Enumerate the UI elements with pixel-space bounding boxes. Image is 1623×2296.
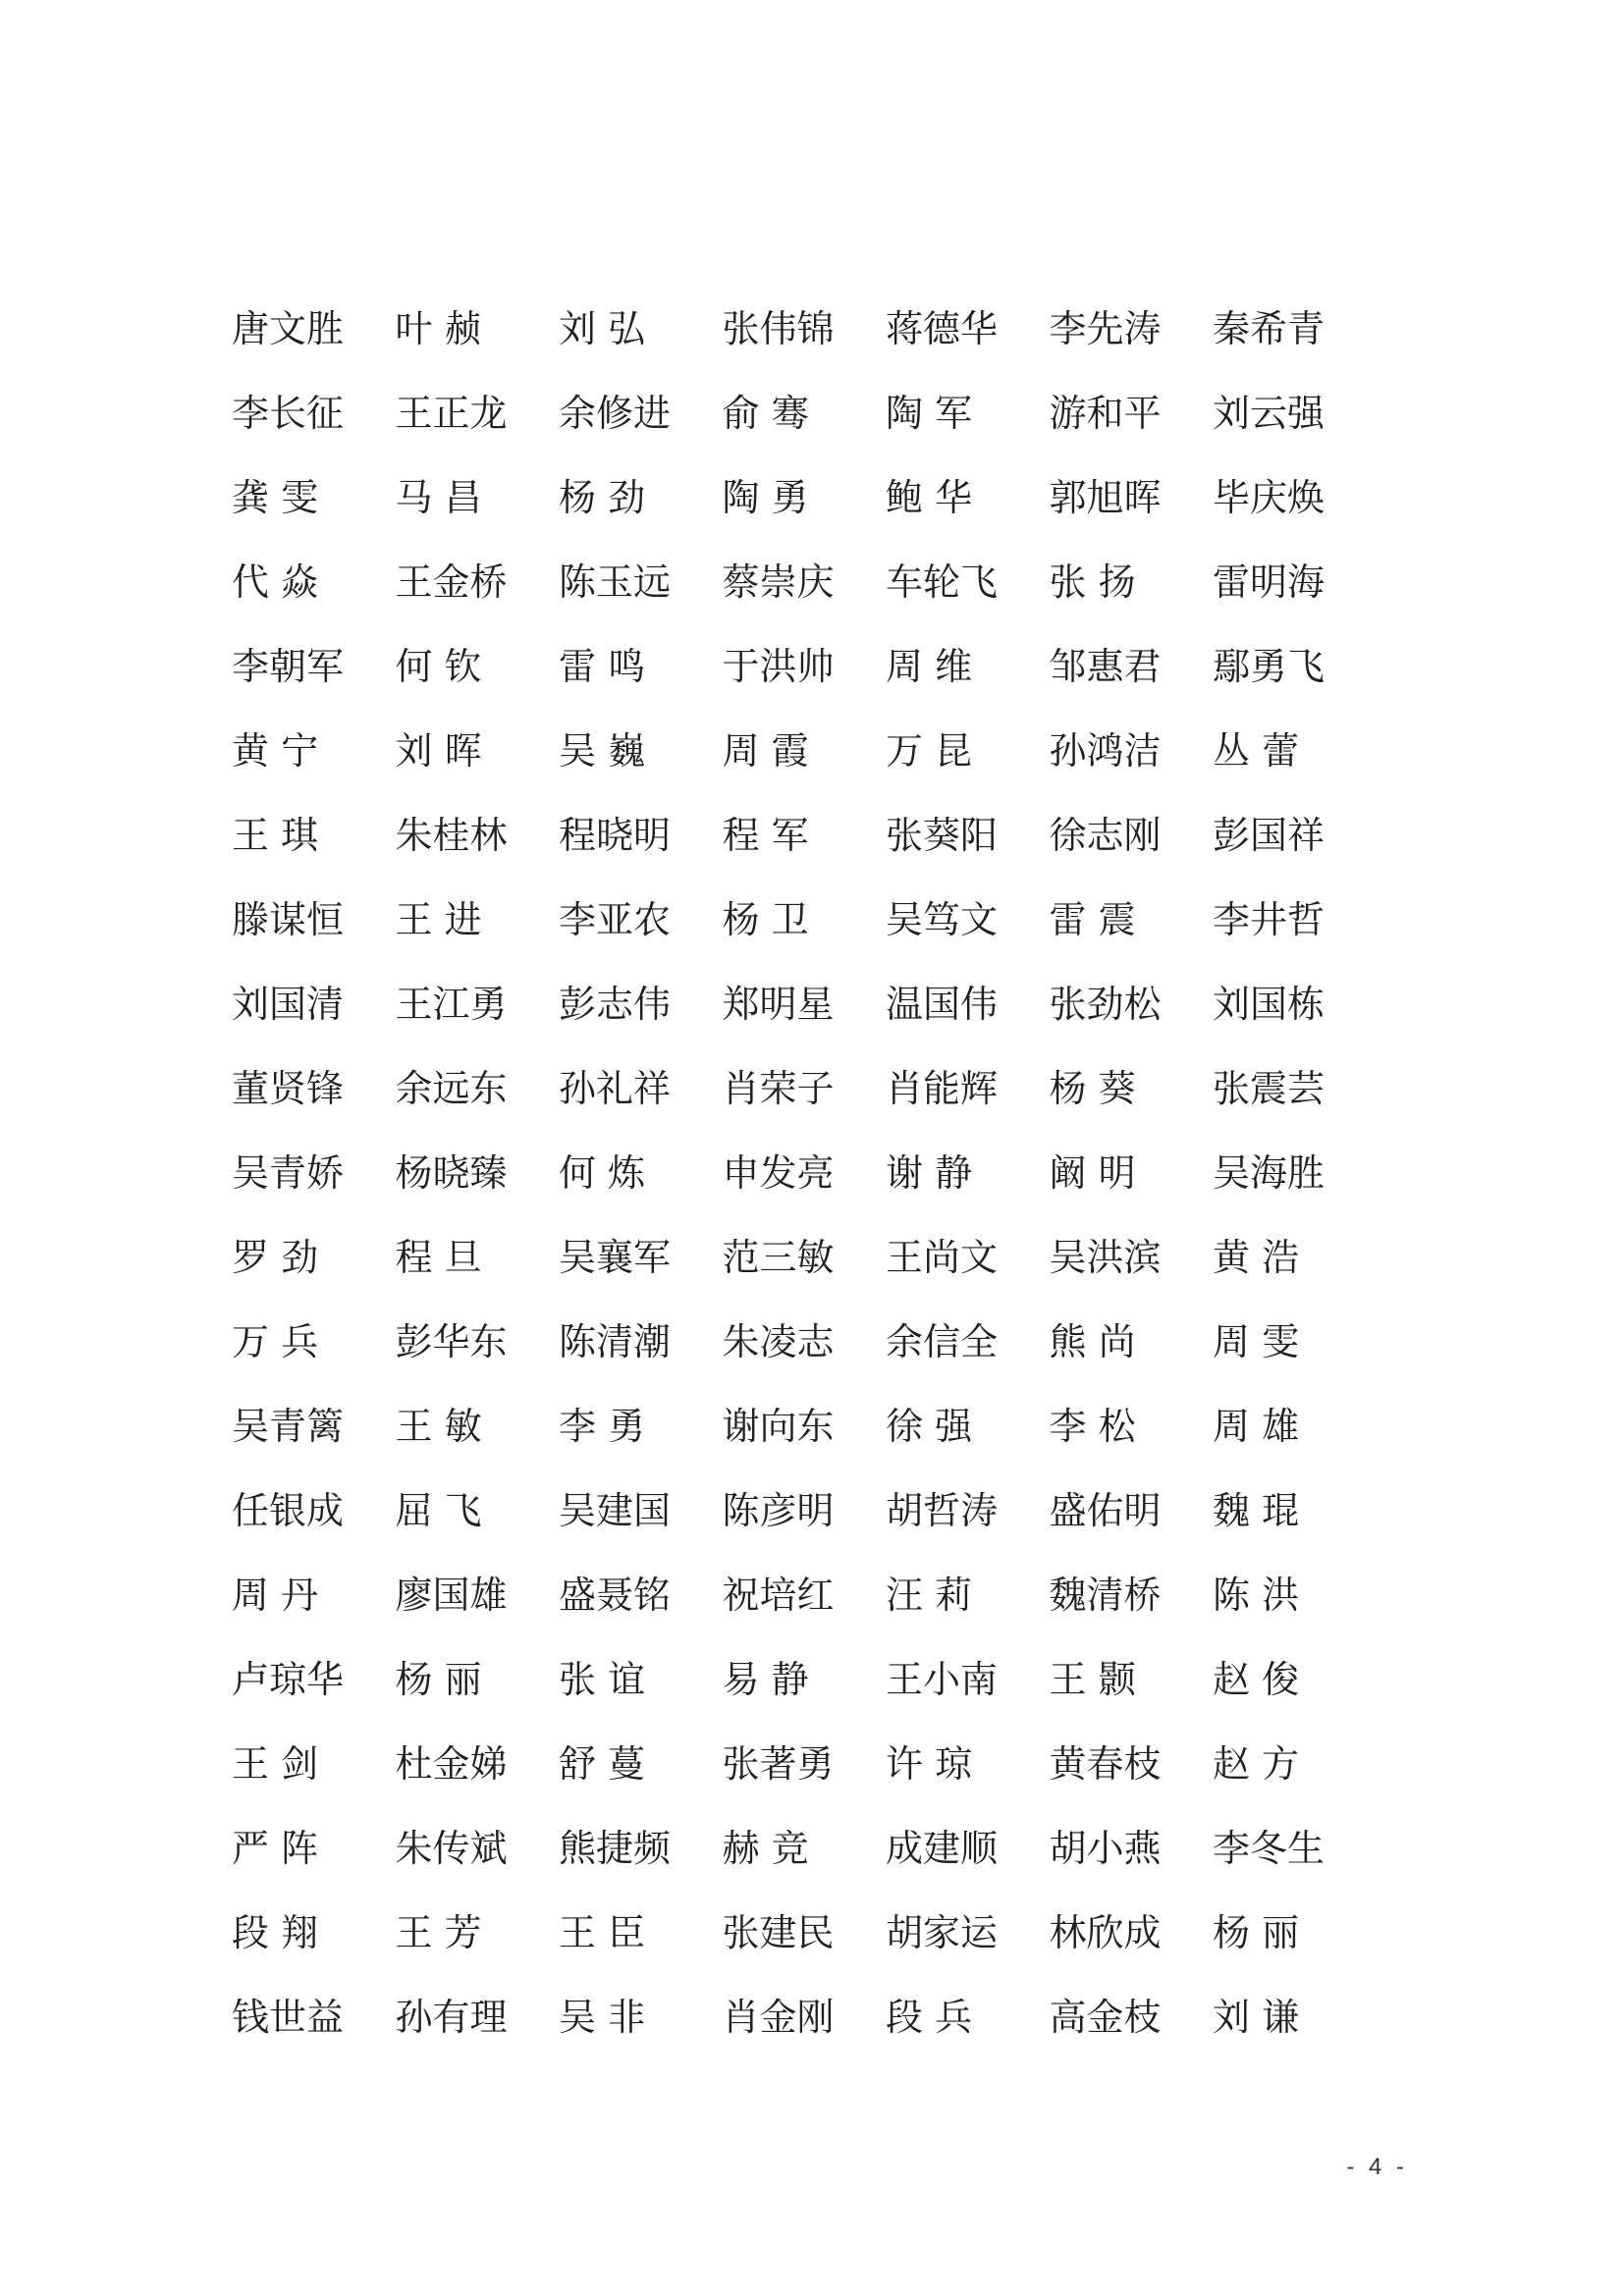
name-entry: 邹惠君 — [1049, 645, 1162, 688]
name-entry: 朱传斌 — [395, 1827, 508, 1870]
name-entry: 彭国祥 — [1213, 814, 1325, 857]
name-entry: 吴襄军 — [559, 1236, 672, 1279]
name-entry: 张建民 — [722, 1911, 835, 1954]
name-entry: 阚 明 — [1049, 1151, 1136, 1195]
name-entry: 吴海胜 — [1213, 1151, 1325, 1195]
name-entry: 易 静 — [722, 1658, 809, 1701]
name-entry: 温国伟 — [886, 983, 999, 1026]
name-entry: 卢琼华 — [232, 1658, 345, 1701]
name-entry: 张 扬 — [1049, 561, 1136, 604]
name-entry: 王 颢 — [1049, 1658, 1136, 1701]
name-entry: 张著勇 — [722, 1742, 835, 1786]
name-entry: 唐文胜 — [232, 307, 345, 350]
name-entry: 吴建国 — [559, 1489, 672, 1532]
name-entry: 杨 葵 — [1049, 1067, 1136, 1110]
name-entry: 徐志刚 — [1049, 814, 1162, 857]
name-entry: 盛佑明 — [1049, 1489, 1162, 1532]
name-entry: 郭旭晖 — [1049, 476, 1162, 519]
name-entry: 秦希青 — [1213, 307, 1325, 350]
name-entry: 胡哲涛 — [886, 1489, 999, 1532]
name-entry: 肖能辉 — [886, 1067, 999, 1110]
name-entry: 王尚文 — [886, 1236, 999, 1279]
name-entry: 谢 静 — [886, 1151, 973, 1195]
name-entry: 廖国雄 — [395, 1574, 508, 1617]
name-entry: 胡小燕 — [1049, 1827, 1162, 1870]
name-entry: 杨 卫 — [722, 898, 809, 941]
name-entry: 鄢勇飞 — [1213, 645, 1325, 688]
name-entry: 钱世益 — [232, 1996, 345, 2039]
name-entry: 王江勇 — [395, 983, 508, 1026]
name-entry: 高金枝 — [1049, 1996, 1162, 2039]
name-entry: 王小南 — [886, 1658, 999, 1701]
name-entry: 黄春枝 — [1049, 1742, 1162, 1786]
name-entry: 黄 浩 — [1213, 1236, 1300, 1279]
name-entry: 代 焱 — [232, 561, 319, 604]
name-entry: 孙鸿洁 — [1049, 729, 1162, 773]
name-entry: 雷 震 — [1049, 898, 1136, 941]
name-entry: 王 臣 — [559, 1911, 646, 1954]
name-entry: 周 维 — [886, 645, 973, 688]
name-entry: 余信全 — [886, 1320, 999, 1363]
name-entry: 陈玉远 — [559, 561, 672, 604]
name-entry: 刘 弘 — [559, 307, 646, 350]
name-entry: 王 进 — [395, 898, 482, 941]
name-entry: 杨 丽 — [1213, 1911, 1300, 1954]
name-entry: 严 阵 — [232, 1827, 319, 1870]
name-entry: 谢向东 — [722, 1405, 835, 1448]
name-entry: 马 昌 — [395, 476, 482, 519]
name-entry: 李井哲 — [1213, 898, 1325, 941]
name-entry: 王 敏 — [395, 1405, 482, 1448]
name-entry: 杨 丽 — [395, 1658, 482, 1701]
name-list — [232, 287, 1361, 2059]
name-entry: 彭华东 — [395, 1320, 508, 1363]
name-entry: 余远东 — [395, 1067, 508, 1110]
name-entry: 周 霞 — [722, 729, 809, 773]
name-entry: 盛聂铭 — [559, 1574, 672, 1617]
name-entry: 魏 琨 — [1213, 1489, 1300, 1532]
name-entry: 范三敏 — [722, 1236, 835, 1279]
name-entry: 刘 晖 — [395, 729, 482, 773]
name-entry: 熊 尚 — [1049, 1320, 1136, 1363]
name-entry: 申发亮 — [722, 1151, 835, 1195]
name-entry: 段 翔 — [232, 1911, 319, 1954]
name-entry: 陶 勇 — [722, 476, 809, 519]
name-entry: 许 琼 — [886, 1742, 973, 1786]
name-entry: 张葵阳 — [886, 814, 999, 857]
name-entry: 余修进 — [559, 392, 672, 435]
name-entry: 赫 竞 — [722, 1827, 809, 1870]
name-entry: 肖金刚 — [722, 1996, 835, 2039]
name-entry: 周 雯 — [1213, 1320, 1300, 1363]
name-entry: 汪 莉 — [886, 1574, 973, 1617]
name-entry: 刘云强 — [1213, 392, 1325, 435]
name-entry: 何 炼 — [559, 1151, 646, 1195]
name-entry: 刘国清 — [232, 983, 345, 1026]
name-entry: 李朝军 — [232, 645, 345, 688]
name-entry: 孙礼祥 — [559, 1067, 672, 1110]
name-entry: 李 勇 — [559, 1405, 646, 1448]
name-entry: 万 昆 — [886, 729, 973, 773]
name-entry: 朱桂林 — [395, 814, 508, 857]
name-entry: 程 旦 — [395, 1236, 482, 1279]
name-entry: 鲍 华 — [886, 476, 973, 519]
name-entry: 成建顺 — [886, 1827, 999, 1870]
name-entry: 杨 劲 — [559, 476, 646, 519]
name-entry: 蔡崇庆 — [722, 561, 835, 604]
name-entry: 舒 蔓 — [559, 1742, 646, 1786]
name-entry: 李先涛 — [1049, 307, 1162, 350]
name-entry: 郑明星 — [722, 983, 835, 1026]
name-entry: 吴笃文 — [886, 898, 999, 941]
name-entry: 游和平 — [1049, 392, 1162, 435]
name-entry: 赵 方 — [1213, 1742, 1300, 1786]
name-entry: 程 军 — [722, 814, 809, 857]
name-entry: 陈彦明 — [722, 1489, 835, 1532]
name-entry: 张震芸 — [1213, 1067, 1325, 1110]
name-entry: 王 剑 — [232, 1742, 319, 1786]
name-entry: 任银成 — [232, 1489, 345, 1532]
name-entry: 蒋德华 — [886, 307, 999, 350]
name-entry: 张伟锦 — [722, 307, 835, 350]
name-entry: 刘国栋 — [1213, 983, 1325, 1026]
name-entry: 杜金娣 — [395, 1742, 508, 1786]
name-entry: 杨晓臻 — [395, 1151, 508, 1195]
name-entry: 董贤锋 — [232, 1067, 345, 1110]
name-entry: 毕庆焕 — [1213, 476, 1325, 519]
name-entry: 万 兵 — [232, 1320, 319, 1363]
name-entry: 刘 谦 — [1213, 1996, 1300, 2039]
name-entry: 罗 劲 — [232, 1236, 319, 1279]
name-entry: 张劲松 — [1049, 983, 1162, 1026]
name-entry: 黄 宁 — [232, 729, 319, 773]
name-entry: 吴 巍 — [559, 729, 646, 773]
name-entry: 何 钦 — [395, 645, 482, 688]
name-entry: 肖荣子 — [722, 1067, 835, 1110]
page-number: - 4 - — [1346, 2154, 1408, 2180]
name-entry: 龚 雯 — [232, 476, 319, 519]
name-entry: 丛 蕾 — [1213, 729, 1300, 773]
name-entry: 俞 骞 — [722, 392, 809, 435]
name-entry: 张 谊 — [559, 1658, 646, 1701]
name-entry: 王 芳 — [395, 1911, 482, 1954]
name-entry: 李冬生 — [1213, 1827, 1325, 1870]
name-entry: 王正龙 — [395, 392, 508, 435]
name-entry: 朱凌志 — [722, 1320, 835, 1363]
name-entry: 彭志伟 — [559, 983, 672, 1026]
name-entry: 魏清桥 — [1049, 1574, 1162, 1617]
name-entry: 吴 非 — [559, 1996, 646, 2039]
name-entry: 徐 强 — [886, 1405, 973, 1448]
name-entry: 胡家运 — [886, 1911, 999, 1954]
name-entry: 滕谋恒 — [232, 898, 345, 941]
name-entry: 陈清潮 — [559, 1320, 672, 1363]
name-entry: 程晓明 — [559, 814, 672, 857]
name-entry: 陈 洪 — [1213, 1574, 1300, 1617]
name-entry: 林欣成 — [1049, 1911, 1162, 1954]
name-entry: 赵 俊 — [1213, 1658, 1300, 1701]
name-entry: 吴洪滨 — [1049, 1236, 1162, 1279]
name-entry: 陶 军 — [886, 392, 973, 435]
name-entry: 于洪帅 — [722, 645, 835, 688]
name-entry: 雷明海 — [1213, 561, 1325, 604]
name-entry: 李长征 — [232, 392, 345, 435]
name-entry: 屈 飞 — [395, 1489, 482, 1532]
name-entry: 孙有理 — [395, 1996, 508, 2039]
name-entry: 李 松 — [1049, 1405, 1136, 1448]
name-entry: 车轮飞 — [886, 561, 999, 604]
name-entry: 吴青篱 — [232, 1405, 345, 1448]
name-entry: 祝培红 — [722, 1574, 835, 1617]
name-entry: 王 琪 — [232, 814, 319, 857]
name-entry: 周 丹 — [232, 1574, 319, 1617]
name-entry: 叶 赪 — [395, 307, 482, 350]
name-entry: 周 雄 — [1213, 1405, 1300, 1448]
name-entry: 吴青娇 — [232, 1151, 345, 1195]
name-entry: 段 兵 — [886, 1996, 973, 2039]
name-entry: 雷 鸣 — [559, 645, 646, 688]
name-entry: 王金桥 — [395, 561, 508, 604]
name-entry: 李亚农 — [559, 898, 672, 941]
name-entry: 熊捷频 — [559, 1827, 672, 1870]
